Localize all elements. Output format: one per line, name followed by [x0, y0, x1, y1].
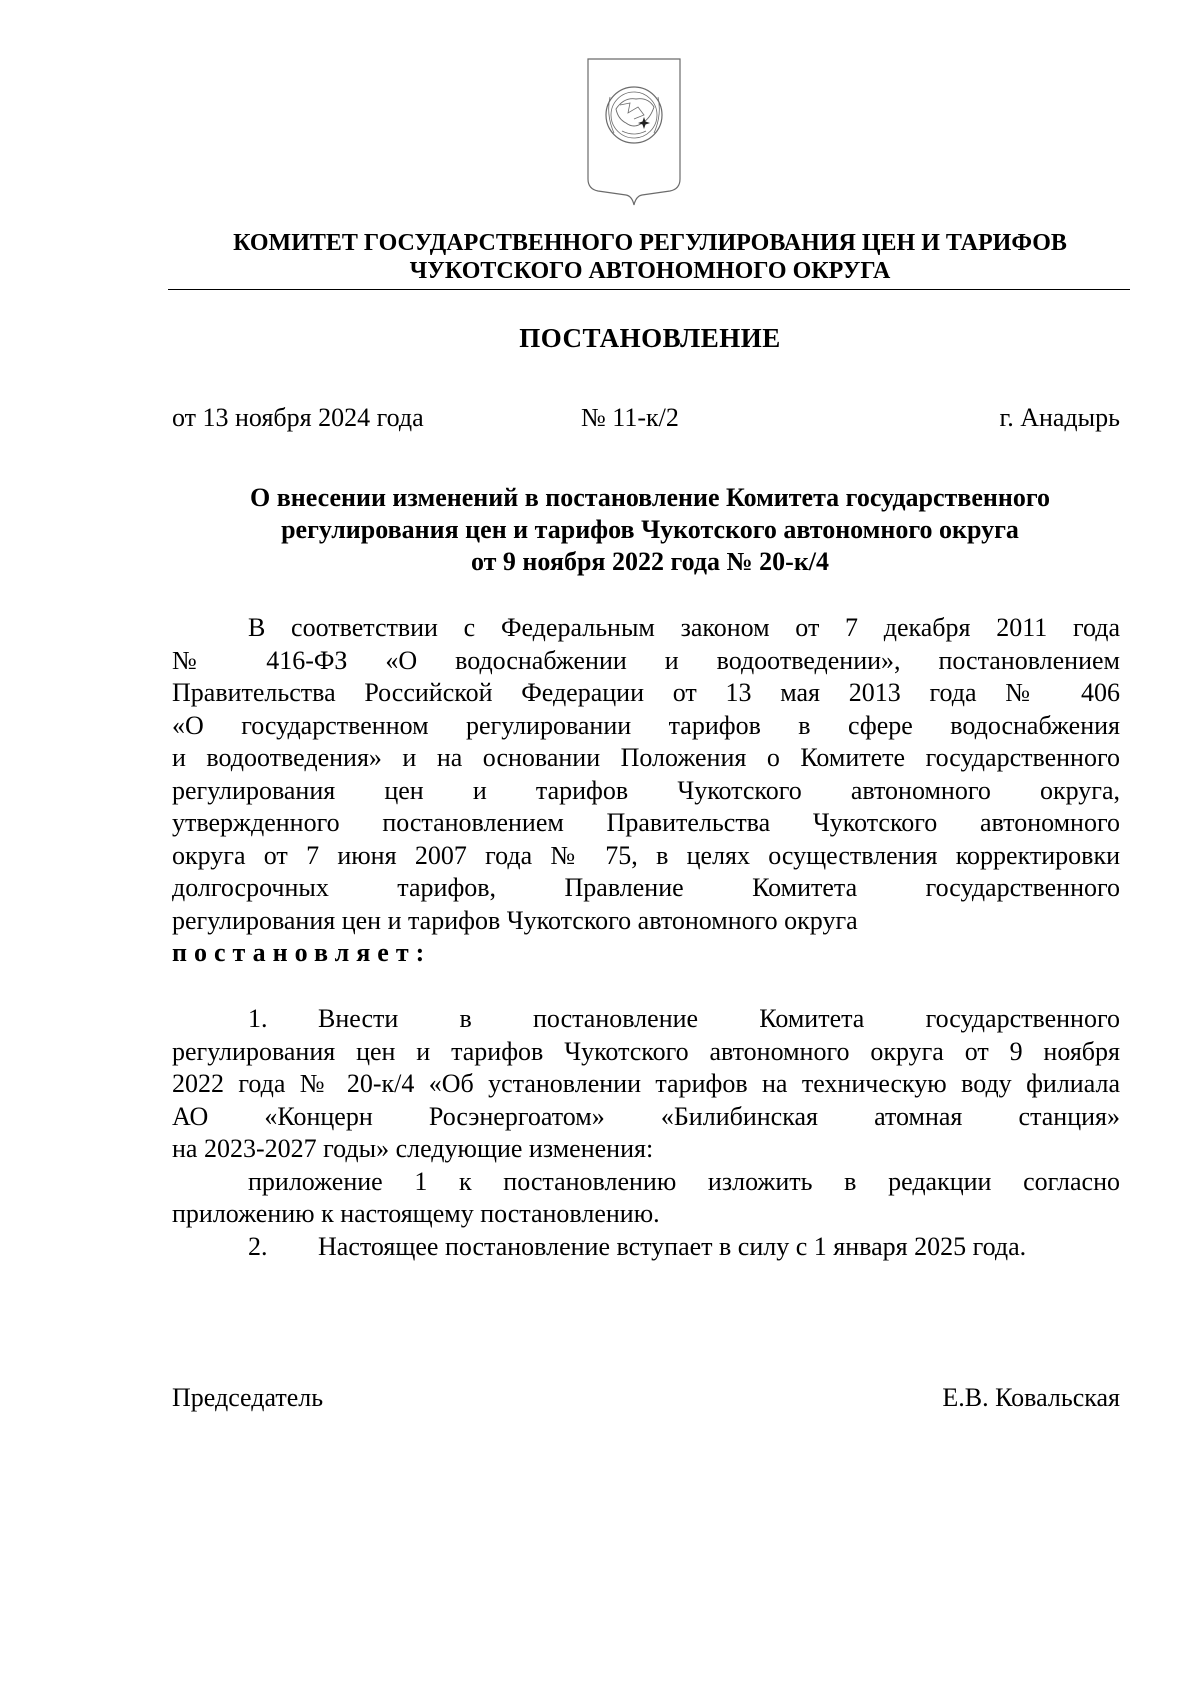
document-city: г. Анадырь — [999, 403, 1120, 432]
item-line: АО «Концерн Росэнергоатом» «Билибинская атомная станция» — [172, 1101, 1120, 1131]
item-sub-line: приложение 1 к постановлению изложить в редакции согласно — [248, 1166, 1120, 1196]
item-line: регулирования цен и тарифов Чукотского автономного округа от 9 ноября — [172, 1036, 1120, 1066]
resolves-word: постановляет: — [172, 938, 432, 967]
signatory-title: Председатель — [172, 1383, 324, 1412]
preamble-line: № 416-ФЗ «О водоснабжении и водоотведении», постановлением — [172, 645, 1120, 675]
preamble-line: регулирования цен и тарифов Чукотского автономного округа, — [172, 775, 1120, 805]
item-line: 2022 года № 20-к/4 «Об установлении тарифов на техническую воду филиала — [172, 1069, 1120, 1098]
preamble-line: «О государственном регулировании тарифов в сфере водоснабжения — [172, 710, 1120, 740]
preamble-line: В соответствии с Федеральным законом от 7 декабря 2011 года — [248, 613, 1120, 642]
item-2-text: Настоящее постановление вступает в силу с 1 января 2025 года. — [318, 1231, 1027, 1261]
signatory-name: Е.В. Ковальская — [942, 1383, 1120, 1412]
preamble-paragraph — [172, 612, 1120, 970]
preamble-line: Правительства Российской Федерации от 13 мая 2013 года № 406 — [172, 678, 1120, 707]
header-divider — [168, 289, 1130, 290]
organization-name-line2: ЧУКОТСКОГО АВТОНОМНОГО ОКРУГА — [409, 258, 891, 284]
organization-name-line1: КОМИТЕТ ГОСУДАРСТВЕННОГО РЕГУЛИРОВАНИЯ ЦЕН И ТАРИФОВ — [233, 230, 1067, 256]
item-number: 1. — [248, 1004, 268, 1033]
subject-line: регулирования цен и тарифов Чукотского автономного округа — [281, 515, 1019, 544]
document-number: № 11-к/2 — [581, 403, 679, 432]
subject-line: от 9 ноября 2022 года № 20-к/4 — [470, 547, 830, 576]
preamble-line: регулирования цен и тарифов Чукотского автономного округа — [172, 905, 858, 935]
document-type-title: ПОСТАНОВЛЕНИЕ — [519, 323, 781, 353]
preamble-line: долгосрочных тарифов, Правление Комитета государственного — [172, 873, 1120, 902]
item-1 — [172, 1003, 1120, 1263]
preamble-line: и водоотведения» и на основании Положения о Комитете государственного — [172, 743, 1120, 772]
item-line: на 2023-2027 годы» следующие изменения: — [172, 1134, 654, 1163]
item-1-first-line — [172, 1003, 1120, 1036]
item-2 — [172, 1231, 1120, 1264]
document-date: от 13 ноября 2024 года — [172, 403, 424, 432]
preamble-line: утвержденного постановлением Правительства Чукотского автономного — [172, 808, 1120, 837]
item-number: 2. — [248, 1231, 268, 1261]
item-line: Внести в постановление Комитета государственного — [318, 1004, 1120, 1033]
item-sub-line: приложению к настоящему постановлению. — [172, 1199, 660, 1228]
coat-of-arms-icon — [586, 57, 682, 207]
preamble-line: округа от 7 июня 2007 года № 75, в целях осуществления корректировки — [172, 840, 1120, 870]
document-subject — [170, 482, 1130, 578]
subject-line: О внесении изменений в постановление Комитета государственного — [249, 483, 1051, 512]
